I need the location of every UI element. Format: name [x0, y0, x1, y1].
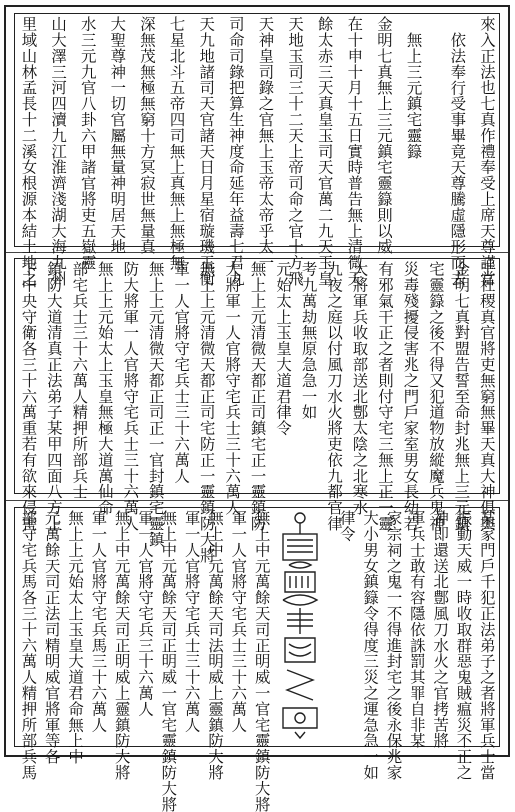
text-column: 下中央守衛各三十六萬重若有欲來侵害	[19, 261, 38, 532]
text-column: 王社稷真官將吏無窮無畢天真大神俱與	[477, 261, 496, 532]
text-column: 災毒殘擾侵害兆之門戶家室男女長幼若	[401, 261, 420, 532]
text-column: 金明七真對盟告誓至命封兆無上三元鎮	[452, 261, 471, 532]
text-column: 軍兵士敢有容隱依誅罰其罪自非某	[407, 510, 426, 749]
text-column: 鎮防大道清真正法弟子某甲四面八方上	[44, 261, 63, 532]
text-column: 大小男女鎮籙令得度三災之運急急一如	[361, 510, 380, 781]
text-column: 里域山林孟長十二溪女根源本結土地之	[19, 16, 38, 287]
text-column: 軍一人官將守宅兵士三十六萬人	[182, 510, 201, 733]
section-heading: 無上三元鎮宅靈籙	[404, 32, 423, 160]
text-column: 無上中元萬餘天司正明威上靈鎮防大將	[112, 510, 131, 781]
text-column: 天地玉司三十二天上帝司命之官十方飛	[286, 16, 305, 287]
talisman-seal-icon	[277, 510, 323, 740]
text-column: 軍一人官將守宅兵馬三十六萬人	[89, 510, 108, 733]
talisman-seal-image	[277, 510, 323, 744]
text-column: 軍一人官將守宅兵士三十六萬人	[172, 261, 191, 484]
text-column: 依法奉行受事畢竟天尊騰虛隱形而去	[448, 32, 467, 287]
text-column: 某家門戶千犯正法弟子之者將軍兵士當	[477, 510, 496, 781]
text-column: 元萬餘天司正法司精明威官將軍等各	[42, 510, 61, 765]
text-column: 九夜之庭以付風刀水火將吏依九都官律	[325, 261, 344, 532]
text-column: 無上上元清微天都正司正一官封鎮宅靈鎮	[146, 261, 165, 548]
text-column: 律令	[337, 510, 356, 542]
text-column: 元始太上玉皇大道君律令	[274, 261, 293, 436]
column-list	[19, 261, 496, 564]
text-column: 七星北斗五帝四司無上真無上無極無	[167, 16, 186, 271]
text-column: 無上中元萬餘天司正明威一官宅靈鎮防大將	[159, 510, 178, 812]
text-column: 深無茂無極無窮十方冥寂世無量真	[137, 16, 156, 255]
text-column: 無上中元萬餘天司法明威上靈鎮防大將	[206, 510, 225, 781]
page-frame	[4, 5, 510, 812]
text-column: 大聖尊神一切官屬無量神明居天地	[108, 16, 127, 255]
text-column: 軍一人官將守宅兵士三十六萬人	[229, 510, 248, 733]
text-column: 部守宅兵馬各三十六萬人精押所部兵馬	[19, 510, 38, 781]
text-column: 振動天威一時收取群惡鬼賊瘟災不正之	[454, 510, 473, 781]
text-panel-3	[14, 507, 500, 812]
text-column: 大將軍兵收取部送北鄷太陰之北寒水	[350, 261, 369, 516]
text-column: 防大將軍一人官將守宅兵士三十六萬人	[121, 261, 140, 532]
text-column: 有邪氣干正之者則付守宅三無上正一靈	[375, 261, 394, 532]
text-column: 大將軍一人官將守宅兵士三十六萬人	[223, 261, 242, 516]
text-panel-1	[14, 13, 500, 287]
text-column: 無上中元萬餘天司正明威一官宅靈鎮防大將	[252, 510, 271, 812]
text-column: 水三元九官八卦六甲諸官將吏五嶽靈	[78, 16, 97, 271]
text-column: 金明七真無上三元鎮宅靈籙則以威	[374, 16, 393, 255]
text-column: 家宗祠之鬼一不得進封宅之後永保兆家	[384, 510, 403, 781]
text-column: 軍一人官將守宅兵三十六萬人	[136, 510, 155, 717]
text-column: 餘太赤三天真皇玉司天官萬二九天玉皇	[315, 16, 334, 287]
text-column: 考九萬劫無原急急一如	[299, 261, 318, 420]
text-column: 部宅兵士三十六萬人精押所部兵士	[70, 261, 89, 500]
text-panel-2	[14, 258, 500, 564]
text-column: 宅靈籙之後不得又犯道物放縱魔兵鬼神	[426, 261, 445, 532]
text-column: 無上上元始太上玉皇大道君命無上中	[66, 510, 85, 765]
text-column: 天神皇司錄之官無上玉帝太帝乎太一	[256, 16, 275, 271]
text-column: 無上上元清微天都正司宅防正一靈鎮防大將	[197, 261, 216, 564]
text-column: 神即還送北鄷風刀水火之官拷苦將	[431, 510, 450, 749]
text-column: 天九地諸司天官諸天日月星宿璇璣玉衡	[197, 16, 216, 287]
text-column: 山大澤三河四瀆九江淮濟淺湖大海九州	[49, 16, 68, 287]
column-list	[19, 510, 496, 812]
text-column: 無上上元清微天都正司鎮宅正一靈鎮防	[248, 261, 267, 532]
text-column: 司命司錄把算生神度命延年益壽七君九	[226, 16, 245, 287]
column-list	[19, 16, 496, 287]
text-column: 在十申十月十五日實時普告無上清微天	[345, 16, 364, 287]
text-column: 來入正法也七真作禮奉受上席天尊謹當	[478, 16, 496, 287]
text-column: 無上上元始太上玉皇無極大道萬仙命	[95, 261, 114, 516]
